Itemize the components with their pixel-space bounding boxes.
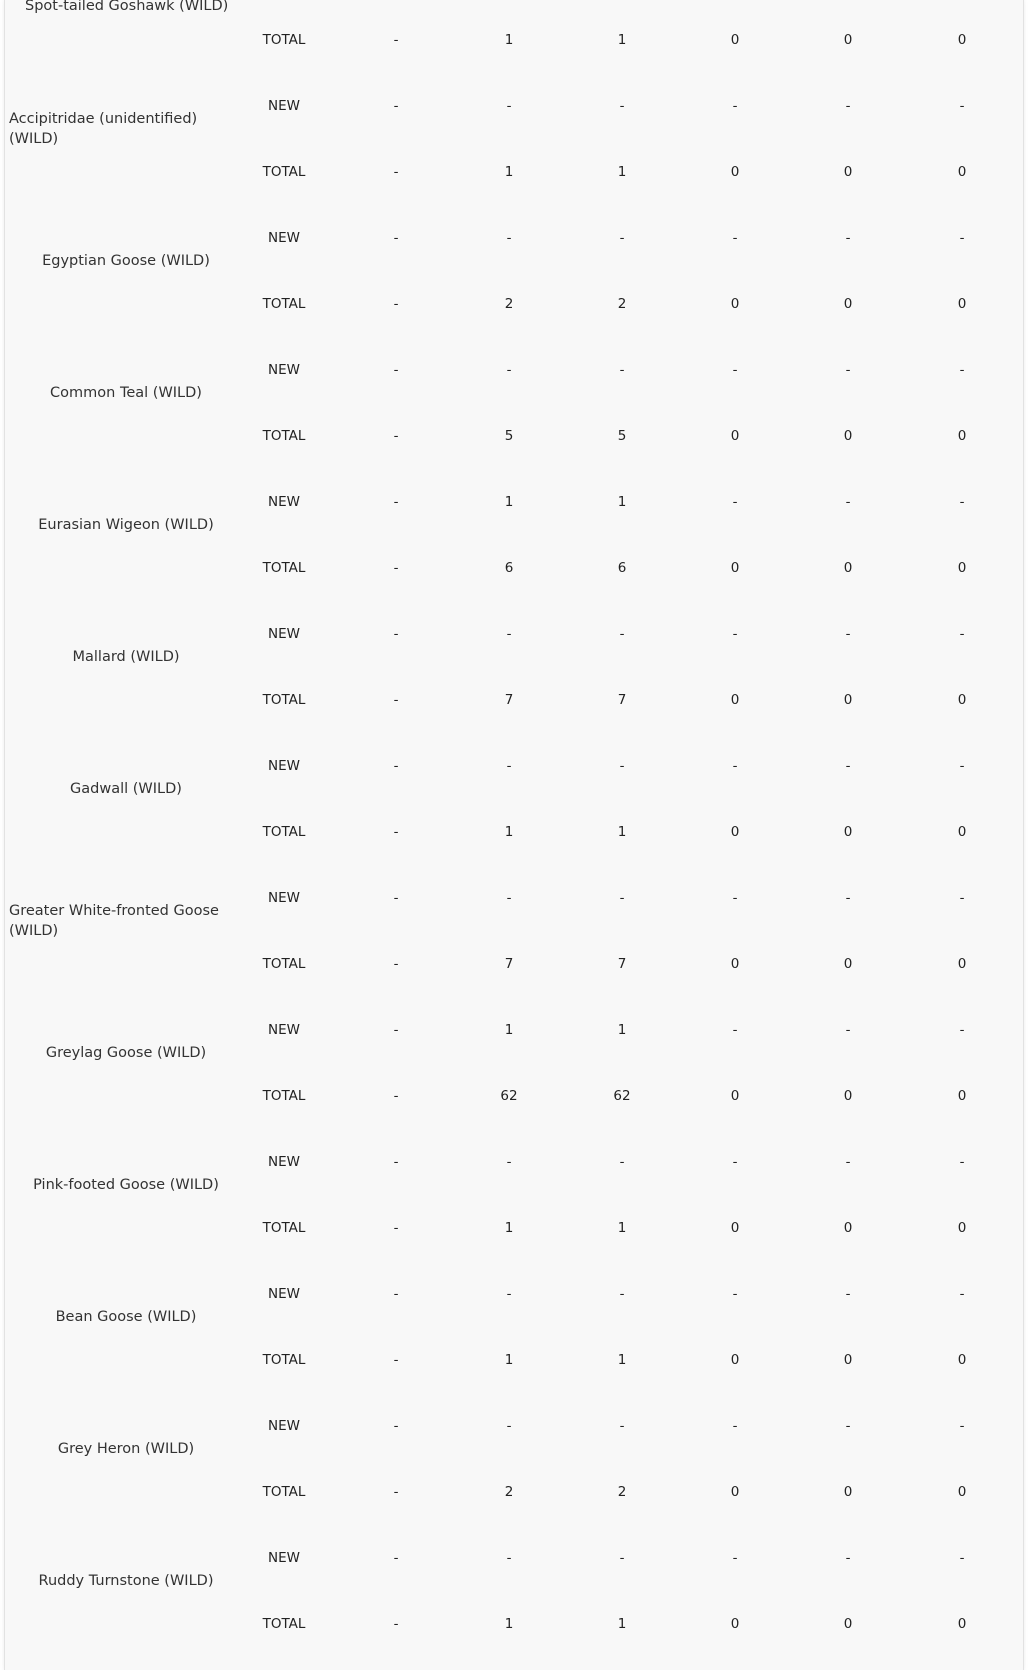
count-cell: - — [845, 626, 851, 642]
count-cell: - — [845, 1022, 851, 1038]
count-cell: - — [393, 692, 399, 708]
count-cell: 1 — [617, 494, 627, 510]
species-name: Bean Goose (WILD) — [55, 1309, 197, 1325]
count-cell: 0 — [843, 956, 853, 972]
count-cell: - — [619, 1550, 625, 1566]
count-cell: 0 — [843, 560, 853, 576]
row-type-label: NEW — [268, 890, 300, 906]
row-type-label: TOTAL — [262, 1484, 306, 1500]
count-cell: - — [619, 890, 625, 906]
species-name: Greater White-fronted Goose (WILD) — [9, 903, 219, 939]
total-row — [5, 1614, 1023, 1634]
count-cell: - — [959, 1286, 965, 1302]
count-cell: - — [393, 32, 399, 48]
count-cell: 0 — [957, 824, 967, 840]
new-row — [5, 1416, 1023, 1436]
new-row — [5, 888, 1023, 908]
total-row — [5, 1482, 1023, 1502]
row-type-label: TOTAL — [262, 692, 306, 708]
species-name: Spot-tailed Goshawk (WILD) — [25, 0, 229, 14]
count-cell: 0 — [843, 824, 853, 840]
species-name: Grey Heron (WILD) — [57, 1441, 195, 1457]
count-cell: - — [959, 758, 965, 774]
count-cell: - — [845, 1550, 851, 1566]
count-cell: - — [732, 1418, 738, 1434]
count-cell: 0 — [730, 956, 740, 972]
count-cell: 0 — [957, 956, 967, 972]
row-type-label: TOTAL — [262, 164, 306, 180]
row-type-label: TOTAL — [262, 428, 306, 444]
count-cell: 1 — [617, 1616, 627, 1632]
count-cell: - — [845, 230, 851, 246]
count-cell: 0 — [957, 692, 967, 708]
new-row — [5, 96, 1023, 116]
count-cell: 1 — [617, 32, 627, 48]
count-cell: - — [845, 758, 851, 774]
species-name: Common Teal (WILD) — [50, 385, 202, 401]
count-cell: - — [393, 1154, 399, 1170]
count-cell: - — [732, 362, 738, 378]
count-cell: 0 — [843, 428, 853, 444]
count-cell: - — [959, 494, 965, 510]
row-type-label: NEW — [268, 1550, 300, 1566]
species-name: Greylag Goose (WILD) — [45, 1045, 207, 1061]
count-cell: - — [393, 296, 399, 312]
count-cell: 1 — [504, 1022, 514, 1038]
row-type-label: TOTAL — [262, 560, 306, 576]
count-cell: - — [959, 362, 965, 378]
new-row — [5, 1284, 1023, 1304]
new-row — [5, 228, 1023, 248]
count-cell: - — [506, 758, 512, 774]
count-cell: 1 — [504, 1616, 514, 1632]
total-row — [5, 294, 1023, 314]
count-cell: - — [393, 560, 399, 576]
count-cell: 2 — [504, 296, 514, 312]
count-cell: 5 — [617, 428, 627, 444]
count-cell: - — [506, 1286, 512, 1302]
count-cell: - — [959, 1022, 965, 1038]
count-cell: 0 — [957, 1352, 967, 1368]
new-row — [5, 756, 1023, 776]
count-cell: 0 — [957, 1616, 967, 1632]
count-cell: 0 — [957, 1220, 967, 1236]
count-cell: - — [619, 1286, 625, 1302]
count-cell: - — [506, 1154, 512, 1170]
count-cell: 0 — [843, 1088, 853, 1104]
count-cell: 0 — [730, 560, 740, 576]
count-cell: 6 — [617, 560, 627, 576]
count-cell: - — [959, 230, 965, 246]
count-cell: - — [959, 890, 965, 906]
count-cell: 0 — [843, 692, 853, 708]
count-cell: - — [393, 626, 399, 642]
count-cell: 1 — [504, 1220, 514, 1236]
count-cell: - — [393, 758, 399, 774]
count-cell: - — [845, 98, 851, 114]
count-cell: 0 — [957, 164, 967, 180]
row-type-label: NEW — [268, 758, 300, 774]
total-row — [5, 1086, 1023, 1106]
species-count-table — [4, 0, 1024, 1670]
count-cell: - — [393, 164, 399, 180]
count-cell: 0 — [730, 428, 740, 444]
count-cell: 0 — [843, 1484, 853, 1500]
row-type-label: TOTAL — [262, 296, 306, 312]
row-type-label: TOTAL — [262, 956, 306, 972]
species-name: Pink-footed Goose (WILD) — [33, 1177, 219, 1193]
count-cell: 62 — [500, 1088, 518, 1104]
count-cell: - — [393, 1220, 399, 1236]
count-cell: 2 — [617, 1484, 627, 1500]
count-cell: 0 — [843, 1616, 853, 1632]
row-type-label: NEW — [268, 494, 300, 510]
count-cell: 0 — [843, 164, 853, 180]
count-cell: - — [506, 230, 512, 246]
count-cell: 1 — [617, 824, 627, 840]
row-type-label: NEW — [268, 362, 300, 378]
count-cell: - — [732, 1550, 738, 1566]
row-type-label: TOTAL — [262, 32, 306, 48]
count-cell: - — [959, 98, 965, 114]
count-cell: 7 — [504, 692, 514, 708]
species-name: Accipitridae (unidentified) (WILD) — [9, 111, 198, 147]
count-cell: - — [619, 1418, 625, 1434]
new-row — [5, 1548, 1023, 1568]
new-row — [5, 1152, 1023, 1172]
new-row — [5, 1020, 1023, 1040]
row-type-label: NEW — [268, 626, 300, 642]
count-cell: 1 — [504, 494, 514, 510]
row-type-label: NEW — [268, 1022, 300, 1038]
count-cell: 0 — [957, 1088, 967, 1104]
species-name: Mallard (WILD) — [72, 649, 180, 665]
count-cell: 1 — [617, 164, 627, 180]
count-cell: - — [393, 824, 399, 840]
count-cell: - — [506, 890, 512, 906]
count-cell: 1 — [617, 1352, 627, 1368]
total-row — [5, 558, 1023, 578]
row-type-label: TOTAL — [262, 1616, 306, 1632]
count-cell: 0 — [730, 1484, 740, 1500]
row-type-label: TOTAL — [262, 1352, 306, 1368]
count-cell: - — [506, 98, 512, 114]
count-cell: 0 — [843, 296, 853, 312]
total-row — [5, 426, 1023, 446]
count-cell: - — [393, 1550, 399, 1566]
total-row — [5, 954, 1023, 974]
count-cell: - — [393, 230, 399, 246]
count-cell: - — [732, 1022, 738, 1038]
count-cell: - — [393, 362, 399, 378]
count-cell: - — [959, 1550, 965, 1566]
count-cell: - — [393, 1088, 399, 1104]
species-name: Ruddy Turnstone (WILD) — [38, 1573, 214, 1589]
count-cell: - — [845, 1418, 851, 1434]
species-name: Egyptian Goose (WILD) — [42, 253, 210, 269]
count-cell: - — [959, 1418, 965, 1434]
row-type-label: NEW — [268, 1286, 300, 1302]
count-cell: 0 — [957, 560, 967, 576]
count-cell: 7 — [504, 956, 514, 972]
row-type-label: NEW — [268, 98, 300, 114]
count-cell: 6 — [504, 560, 514, 576]
new-row — [5, 624, 1023, 644]
count-cell: - — [732, 98, 738, 114]
count-cell: 1 — [504, 824, 514, 840]
row-type-label: NEW — [268, 230, 300, 246]
count-cell: - — [732, 230, 738, 246]
count-cell: - — [506, 1550, 512, 1566]
total-row — [5, 1350, 1023, 1370]
count-cell: - — [845, 362, 851, 378]
count-cell: - — [393, 1616, 399, 1632]
count-cell: 0 — [730, 1352, 740, 1368]
count-cell: 0 — [730, 1616, 740, 1632]
count-cell: 1 — [504, 164, 514, 180]
count-cell: - — [732, 890, 738, 906]
count-cell: - — [619, 758, 625, 774]
count-cell: 0 — [843, 32, 853, 48]
count-cell: 0 — [957, 32, 967, 48]
count-cell: - — [732, 758, 738, 774]
count-cell: - — [393, 1352, 399, 1368]
count-cell: - — [619, 98, 625, 114]
count-cell: - — [619, 362, 625, 378]
count-cell: - — [845, 1154, 851, 1170]
count-cell: 1 — [504, 1352, 514, 1368]
count-cell: 1 — [617, 1022, 627, 1038]
row-type-label: NEW — [268, 1154, 300, 1170]
count-cell: - — [845, 1286, 851, 1302]
total-row — [5, 162, 1023, 182]
count-cell: 0 — [957, 296, 967, 312]
count-cell: 0 — [730, 164, 740, 180]
row-type-label: TOTAL — [262, 1088, 306, 1104]
count-cell: - — [393, 494, 399, 510]
count-cell: - — [506, 626, 512, 642]
count-cell: - — [619, 230, 625, 246]
total-row — [5, 1218, 1023, 1238]
count-cell: 5 — [504, 428, 514, 444]
count-cell: - — [393, 956, 399, 972]
count-cell: 7 — [617, 956, 627, 972]
count-cell: 0 — [957, 1484, 967, 1500]
count-cell: 0 — [730, 32, 740, 48]
count-cell: 0 — [843, 1352, 853, 1368]
total-row — [5, 690, 1023, 710]
count-cell: - — [845, 494, 851, 510]
count-cell: - — [506, 1418, 512, 1434]
count-cell: 0 — [730, 692, 740, 708]
new-row — [5, 360, 1023, 380]
count-cell: 1 — [617, 1220, 627, 1236]
count-cell: - — [393, 428, 399, 444]
count-cell: - — [845, 890, 851, 906]
row-type-label: TOTAL — [262, 1220, 306, 1236]
species-name: Gadwall (WILD) — [70, 781, 182, 797]
count-cell: - — [732, 626, 738, 642]
count-cell: 1 — [504, 32, 514, 48]
count-cell: - — [732, 1286, 738, 1302]
count-cell: - — [732, 494, 738, 510]
total-row — [5, 822, 1023, 842]
count-cell: - — [393, 98, 399, 114]
count-cell: - — [506, 362, 512, 378]
count-cell: 2 — [504, 1484, 514, 1500]
count-cell: - — [393, 1418, 399, 1434]
count-cell: 0 — [957, 428, 967, 444]
count-cell: - — [959, 626, 965, 642]
count-cell: 62 — [613, 1088, 631, 1104]
count-cell: - — [619, 626, 625, 642]
count-cell: 7 — [617, 692, 627, 708]
count-cell: - — [393, 1286, 399, 1302]
count-cell: - — [959, 1154, 965, 1170]
count-cell: 0 — [730, 296, 740, 312]
count-cell: - — [393, 1484, 399, 1500]
count-cell: 2 — [617, 296, 627, 312]
count-cell: 0 — [843, 1220, 853, 1236]
count-cell: 0 — [730, 1220, 740, 1236]
row-type-label: NEW — [268, 1418, 300, 1434]
new-row — [5, 492, 1023, 512]
count-cell: 0 — [730, 1088, 740, 1104]
row-type-label: TOTAL — [262, 824, 306, 840]
count-cell: - — [393, 890, 399, 906]
count-cell: - — [393, 1022, 399, 1038]
species-name: Eurasian Wigeon (WILD) — [38, 517, 214, 533]
count-cell: 0 — [730, 824, 740, 840]
count-cell: - — [732, 1154, 738, 1170]
count-cell: - — [619, 1154, 625, 1170]
total-row — [5, 30, 1023, 50]
